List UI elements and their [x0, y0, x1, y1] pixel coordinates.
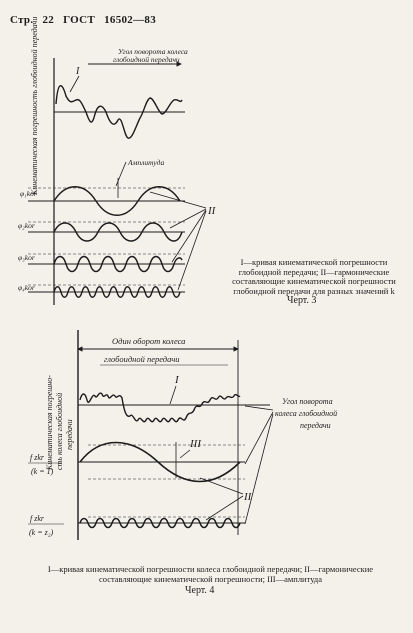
fig4-y-label-2: сть колеса глобоидной [55, 392, 64, 470]
fig4-number: Черт. 4 [185, 585, 215, 596]
fig4-angle-label-3: передачи [300, 421, 331, 430]
standard-name: ГОСТ [63, 14, 96, 26]
page-prefix: Стр. [10, 14, 34, 26]
fig3-harmonics-label: II [208, 205, 216, 217]
fig4-fz1-label: f zkr [30, 453, 44, 462]
fig4-caption: I—кривая кинематической погрешности колеса глобоидной передачи; II—гармонические составляющие кинематической погрешности; III—амплитуда [47, 564, 374, 584]
standard-number: 16502—83 [104, 14, 157, 26]
fig3-row-2-label: φ₂kor [18, 221, 35, 230]
fig4-harmonic-kz2 [80, 519, 240, 528]
fig3-row-4-label: φ₄kor [18, 283, 35, 292]
fig3-angle-label-2: глобоидной передачи [113, 55, 180, 64]
fig4-fz2-label: f zkr [30, 514, 44, 523]
fig3-amplitude-label: Амплитуда [128, 158, 165, 167]
fig4-amp-leader [180, 450, 190, 458]
fig3-y-label: Кинематическая погрешность глобоидной передачи [30, 16, 39, 195]
fig4-angle-label-2: колеса глобоидной [275, 409, 338, 418]
fig4-k2-label: (k = z₂) [29, 528, 54, 537]
fig4-angle-label-1: Угол поворота [282, 397, 333, 406]
fig4-curve-leader [170, 386, 176, 404]
fig3-curve-label: I [76, 66, 80, 77]
fig4-harm-leaders [200, 478, 243, 520]
fig4-angle-leaders [245, 406, 273, 524]
fig3-caption: I—кривая кинематической погрешности глобоидной передачи; II—гармонические составляющие кинематической погрешности глобоидной передачи для разных значений k [232, 257, 396, 296]
fig4-harm-label: II [244, 491, 252, 503]
fig4-y-label-1: Кинематическая погрешно- [45, 375, 54, 470]
fig4-y-label-3: передачи [65, 419, 74, 450]
fig3-row-3-label: φ₃kor [18, 253, 35, 262]
page-number: 22 [42, 14, 55, 26]
fig4-amp-label: III [190, 438, 201, 450]
fig3-number: Черт. 3 [287, 295, 317, 306]
fig4-rev-label-1: Один оборот колеса [112, 336, 186, 346]
fig3-row-1-label: φ₁kor [20, 189, 37, 198]
fig4-curve-I [80, 393, 240, 422]
fig3-angle-label-1: Угол поворота колеса [118, 47, 188, 56]
fig4-curve-label: I [175, 374, 179, 386]
fig4-rev-label-2: глобоидной передачи [104, 354, 180, 364]
fig4-k1-label: (k = 1) [31, 467, 54, 476]
